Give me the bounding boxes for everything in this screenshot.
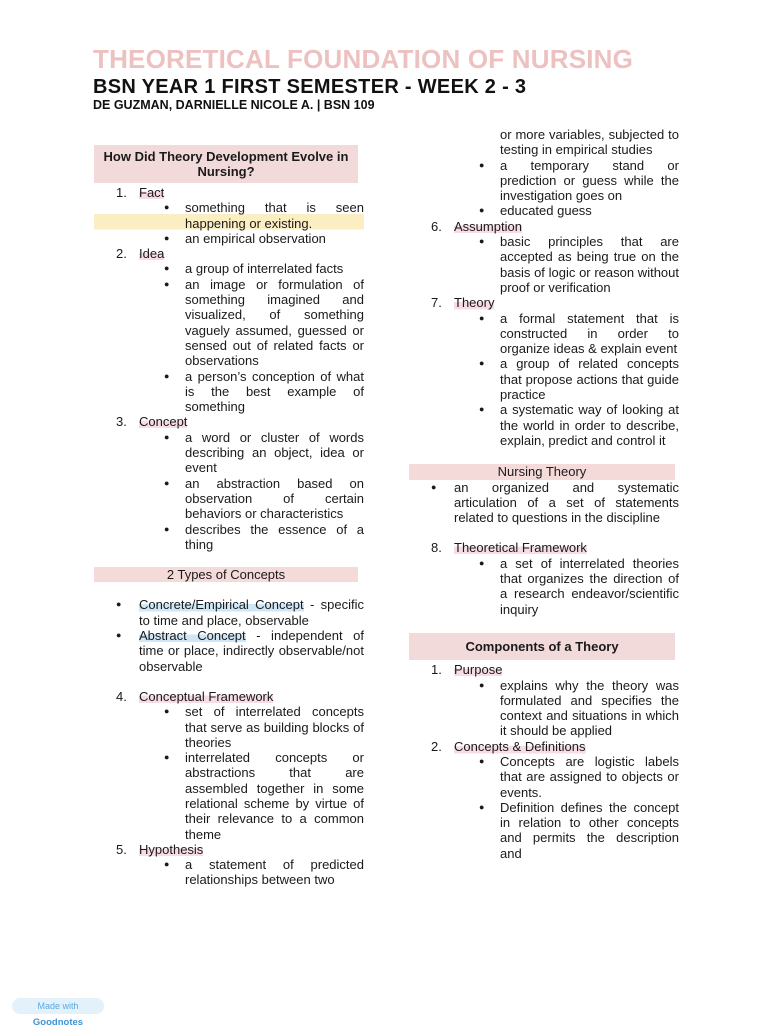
item-label: Theory (454, 295, 495, 311)
list-item-concepts-definitions (409, 739, 679, 754)
page-subtitle: BSN YEAR 1 FIRST SEMESTER - WEEK 2 - 3 (93, 76, 527, 98)
section-title-theory-development: How Did Theory Development Evolve in Nursing? (94, 145, 358, 183)
page-title: THEORETICAL FOUNDATION OF NURSING (93, 44, 634, 74)
bullet-text: ● educated guess (409, 203, 679, 218)
author-line: DE GUZMAN, DARNIELLE NICOLE A. | BSN 109 (93, 98, 375, 112)
item-label: Assumption (454, 218, 522, 234)
bullet-text: ● Concepts are logistic labels that are assigned to objects or events. (409, 754, 679, 800)
bullet-text: ● something that is seen happening or existing. (94, 200, 364, 231)
bullet-text: ● a word or cluster of words describing an object, idea or event (94, 430, 364, 476)
bullet-text: ● a person’s conception of what is the best example of something (94, 369, 364, 415)
item-number: 3. (116, 414, 127, 430)
concept-type-abstract (94, 628, 364, 674)
concept-type-label: Concrete/Empirical Concept (139, 597, 304, 613)
item-number: 2. (116, 246, 127, 262)
item-label: Concept (139, 414, 188, 430)
item-number: 8. (431, 540, 442, 556)
item-number: 7. (431, 295, 442, 311)
bullet-text: ● an abstraction based on observation of certain behaviors or characteristics (94, 476, 364, 522)
bullet-text: ● interrelated concepts or abstractions that are assembled together in some relational scheme by virtue of their relevance to a common theme (94, 750, 364, 842)
bullet-text: ● an image or formulation of something imagined and visualized, of something vaguely assumed, guessed or sensed out of related facts or observations (94, 277, 364, 369)
section-title-types-of-concepts: 2 Types of Concepts (94, 567, 358, 582)
bullet-text: ● an empirical observation (94, 231, 364, 246)
item-label: Theoretical Framework (454, 540, 587, 556)
left-column (94, 145, 364, 888)
concept-type-desc: - independent of time or place, indirectly observable/not observable (139, 628, 365, 674)
bullet-text: ● a statement of predicted relationships between two (94, 857, 364, 888)
item-label: Purpose (454, 662, 503, 678)
concept-type-desc: - specific to time and place, observable (139, 597, 364, 628)
bullet-text: ● basic principles that are accepted as being true on the basis of logic or reason without proof or verification (409, 234, 679, 295)
bullet-text: ● describes the essence of a thing (94, 522, 364, 553)
list-item-assumption (409, 219, 679, 234)
bullet-text: ● a set of interrelated theories that organizes the direction of a research endeavor/scientific inquiry (409, 556, 679, 617)
bullet-text: ● a temporary stand or prediction or guess while the investigation goes on (409, 158, 679, 204)
list-item-concept (94, 414, 364, 429)
item-number: 1. (116, 185, 127, 200)
concept-type-concrete (94, 597, 364, 628)
item-label: Conceptual Framework (139, 688, 274, 704)
bullet-text: ● explains why the theory was formulated and specifies the context and situations in which it should be applied (409, 678, 679, 739)
list-item-fact (94, 185, 364, 200)
bullet-text: ● an organized and systematic articulation of a set of statements related to questions in the discipline (409, 480, 679, 526)
goodnotes-badge[interactable] (12, 998, 104, 1028)
continued-text: or more variables, subjected to testing in empirical studies (500, 127, 679, 158)
item-number: 2. (431, 738, 442, 754)
bullet-text: ● set of interrelated concepts that serve as building blocks of theories (94, 704, 364, 750)
list-item-purpose (409, 662, 679, 677)
list-item-hypothesis (94, 842, 364, 857)
bullet-text: ● a group of related concepts that propose actions that guide practice (409, 356, 679, 402)
item-label: Hypothesis (139, 841, 204, 857)
bullet-text: ● Definition defines the concept in relation to other concepts and permits the description and (409, 800, 679, 861)
list-item-conceptual-framework (94, 689, 364, 704)
concept-type-label: Abstract Concept (139, 628, 246, 644)
item-label: Concepts & Definitions (454, 738, 586, 754)
section-title-components: Components of a Theory (409, 633, 675, 660)
right-column (409, 127, 679, 861)
list-item-idea (94, 246, 364, 261)
badge-prefix: Made with (37, 1001, 79, 1011)
bullet-text: ● a group of interrelated facts (94, 261, 364, 276)
badge-brand: Goodnotes (32, 1017, 84, 1028)
bullet-text: ● a systematic way of looking at the world in order to describe, explain, predict and control it (409, 402, 679, 448)
item-label: Fact (139, 185, 165, 200)
item-label: Idea (139, 246, 165, 262)
item-number: 5. (116, 841, 127, 857)
section-title-nursing-theory: Nursing Theory (409, 464, 675, 479)
list-item-theoretical-framework (409, 540, 679, 555)
item-number: 4. (116, 688, 127, 704)
item-number: 1. (431, 662, 442, 678)
bullet-text: ● a formal statement that is constructed in order to organize ideas & explain event (409, 311, 679, 357)
list-item-theory (409, 295, 679, 310)
item-number: 6. (431, 218, 442, 234)
